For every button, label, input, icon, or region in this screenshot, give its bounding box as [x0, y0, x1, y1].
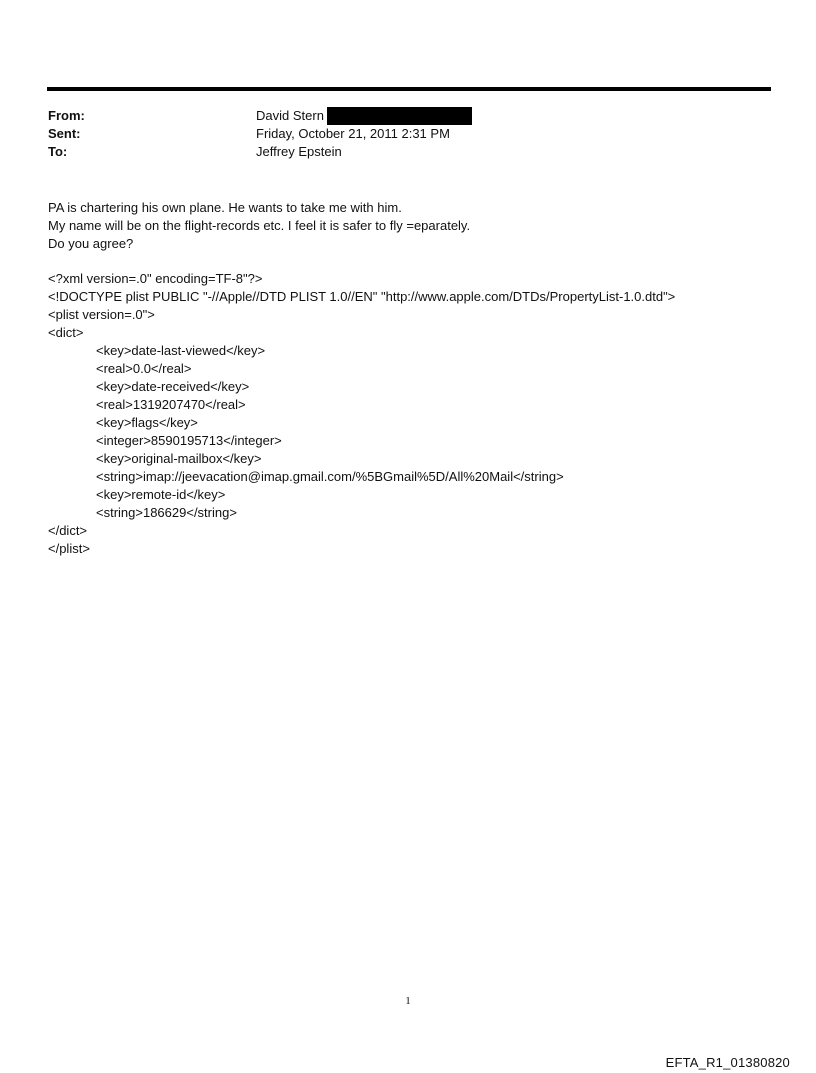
- redaction-box: [327, 107, 472, 125]
- document-id: EFTA_R1_01380820: [665, 1055, 790, 1070]
- plist-line: <string>imap://jeevacation@imap.gmail.com/%5BGmail%5D/All%20Mail</string>: [96, 469, 564, 484]
- plist-line: </dict>: [48, 523, 88, 538]
- body-line: My name will be on the flight-records etc. I feel it is safer to fly =eparately.: [48, 218, 471, 233]
- to-label: To:: [48, 144, 68, 159]
- plist-line: <dict>: [48, 325, 84, 340]
- from-value-wrap: [256, 107, 472, 125]
- plist-line: <plist version=.0">: [48, 307, 155, 322]
- to-value: Jeffrey Epstein: [256, 144, 342, 159]
- plist-line: <key>flags</key>: [96, 415, 198, 430]
- plist-line: <key>date-last-viewed</key>: [96, 343, 266, 358]
- body-line: PA is chartering his own plane. He wants to take me with him.: [48, 200, 402, 215]
- sent-value: Friday, October 21, 2011 2:31 PM: [256, 126, 450, 141]
- plist-line: <real>0.0</real>: [96, 361, 192, 376]
- plist-line: <key>original-mailbox</key>: [96, 451, 262, 466]
- plist-line: </plist>: [48, 541, 90, 556]
- plist-line: <key>date-received</key>: [96, 379, 250, 394]
- plist-line: <string>186629</string>: [96, 505, 237, 520]
- message-body: [48, 199, 470, 253]
- plist-line: <integer>8590195713</integer>: [96, 433, 282, 448]
- plist-line: <key>remote-id</key>: [96, 487, 226, 502]
- plist-line: <real>1319207470</real>: [96, 397, 246, 412]
- plist-line: <?xml version=.0" encoding=TF-8"?>: [48, 271, 263, 286]
- from-label: From:: [48, 108, 85, 123]
- plist-block: [48, 270, 675, 558]
- sent-label: Sent:: [48, 126, 81, 141]
- page-number: 1: [405, 995, 411, 1007]
- from-value: David Stern: [256, 108, 324, 123]
- body-line: Do you agree?: [48, 236, 134, 251]
- plist-line: <!DOCTYPE plist PUBLIC "-//Apple//DTD PLIST 1.0//EN" "http://www.apple.com/DTDs/PropertyList-1.0.dtd">: [48, 289, 676, 304]
- header-rule: [47, 87, 771, 91]
